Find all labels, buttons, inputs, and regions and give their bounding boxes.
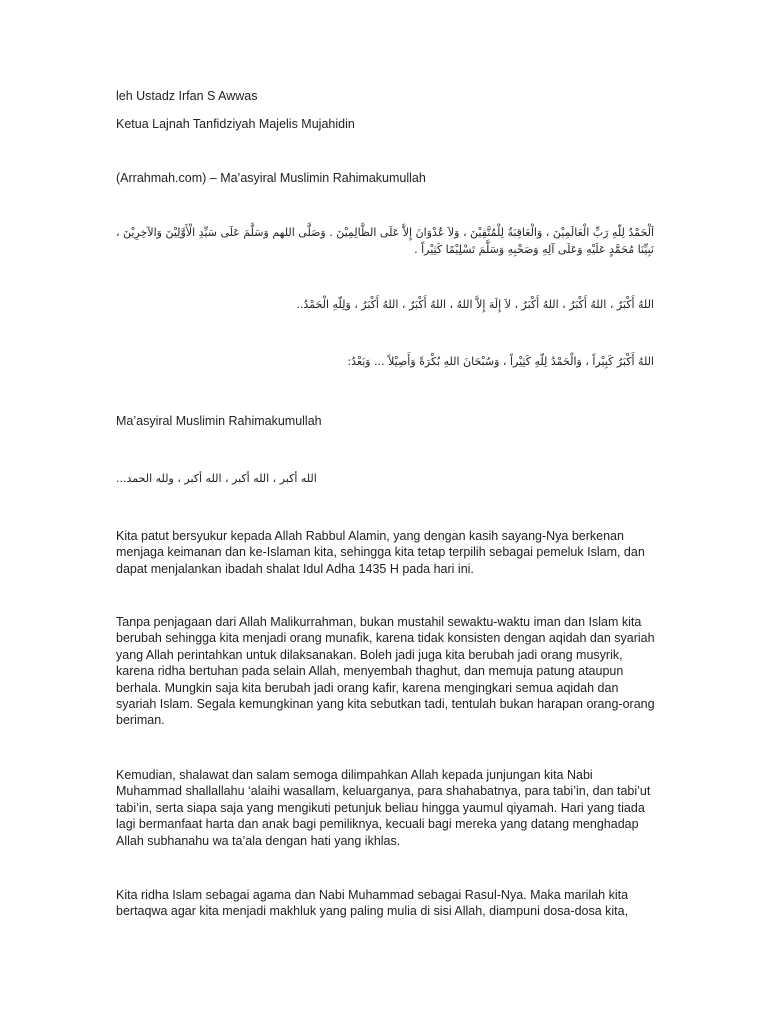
paragraph-4: Kita ridha Islam sebagai agama dan Nabi Muhammad sebagai Rasul-Nya. Maka marilah kita bertaqwa agar kita menjadi makhluk yang paling mulia di sisi Allah, diampuni dosa-dosa kita, (116, 888, 629, 919)
salutation: Ma’asyiral Muslimin Rahimakumullah (116, 414, 322, 428)
paragraph-2: Tanpa penjagaan dari Allah Malikurrahman, bukan mustahil sewaktu-waktu iman dan Islam kita berubah sehingga kita menjadi orang munafik, karena tidak konsisten dengan aqidah dan syariah yang Allah perintahkan untuk dilaksanakan. Boleh jadi juga kita berubah jadi orang musyrik, karena ridha bertuhan pada selain Allah, menyembah thaghut, dan memuja patung ataupun berhala. Mungkin saja kita berubah jadi orang kafir, karena mengingkari semua aqidah dan syariah Islam. Segala kemungkinan yang kita sebutkan tadi, tentulah bukan harapan orang-orang beriman. (116, 615, 655, 728)
arabic-opening: اَلْحَمْدُ لِلّهِ رَبِّ الْعَالَمِيْنَ ، وَالْعَاقِبَةُ لِلْمُتَّقِيْنَ ، وَلاَ عُدْوَانَ إِلاَّ عَلَى الظَّالِمِيْنَ . وَصَلَّى اللهم وَسَلَّمَ عَلَى سَيِّدِ الْأَوَّلِيْنَ وَالآخِرِيْنَ ، نَبِيِّنَا مُحَمَّدٍ عَلَيْهِ وَعَلَى آلِهِ وَصَحْبِهِ وَسَلَّمَ تَسْلِيْمًا كَثِيْراً . (116, 226, 654, 256)
arabic-takbir-3: الله أكبر ، الله أكبر ، الله أكبر ، ولله الحمد... (116, 472, 317, 485)
author-line: leh Ustadz Irfan S Awwas (116, 89, 258, 103)
intro-line: (Arrahmah.com) – Ma’asyiral Muslimin Rahimakumullah (116, 171, 426, 185)
author-title: Ketua Lajnah Tanfidziyah Majelis Mujahidin (116, 117, 355, 131)
arabic-takbir-1: اللهُ أَكْبَرُ ، اللهُ أَكْبَرُ ، اللهُ أَكْبَرُ ، لاَ إِلَهَ إِلاَّ اللهُ ، اللهُ أَكْبَرُ ، اللهُ أَكْبَرُ ، وَلِلّهِ الْحَمْدُ.. (296, 298, 654, 311)
paragraph-1: Kita patut bersyukur kepada Allah Rabbul Alamin, yang dengan kasih sayang-Nya berkenan menjaga keimanan dan ke-Islaman kita, sehingga kita tetap terpilih sebagai pemeluk Islam, dan dapat menjalankan ibadah shalat Idul Adha 1435 H pada hari ini. (116, 529, 645, 576)
paragraph-3: Kemudian, shalawat dan salam semoga dilimpahkan Allah kepada junjungan kita Nabi Muhammad shallallahu ‘alaihi wasallam, keluarganya, para shahabatnya, para tabi’in, dan tabi’ut tabi’in, serta siapa saja yang mengikuti petunjuk beliau hingga yaumul qiyamah. Hari yang tiada lagi bermanfaat harta dan anak bagi pemiliknya, kecuali bagi mereka yang datang menghadap Allah subhanahu wa ta’ala dengan hati yang ikhlas. (116, 768, 651, 848)
arabic-takbir-2: اللهُ أَكْبَرُ كَبِيْراً ، وَالْحَمْدُ لِلّهِ كَثِيْراً ، وَسُبْحَانَ اللهِ بُكْرَةً وَأَصِيْلاً ... وَبَعْدُ: (347, 355, 654, 368)
